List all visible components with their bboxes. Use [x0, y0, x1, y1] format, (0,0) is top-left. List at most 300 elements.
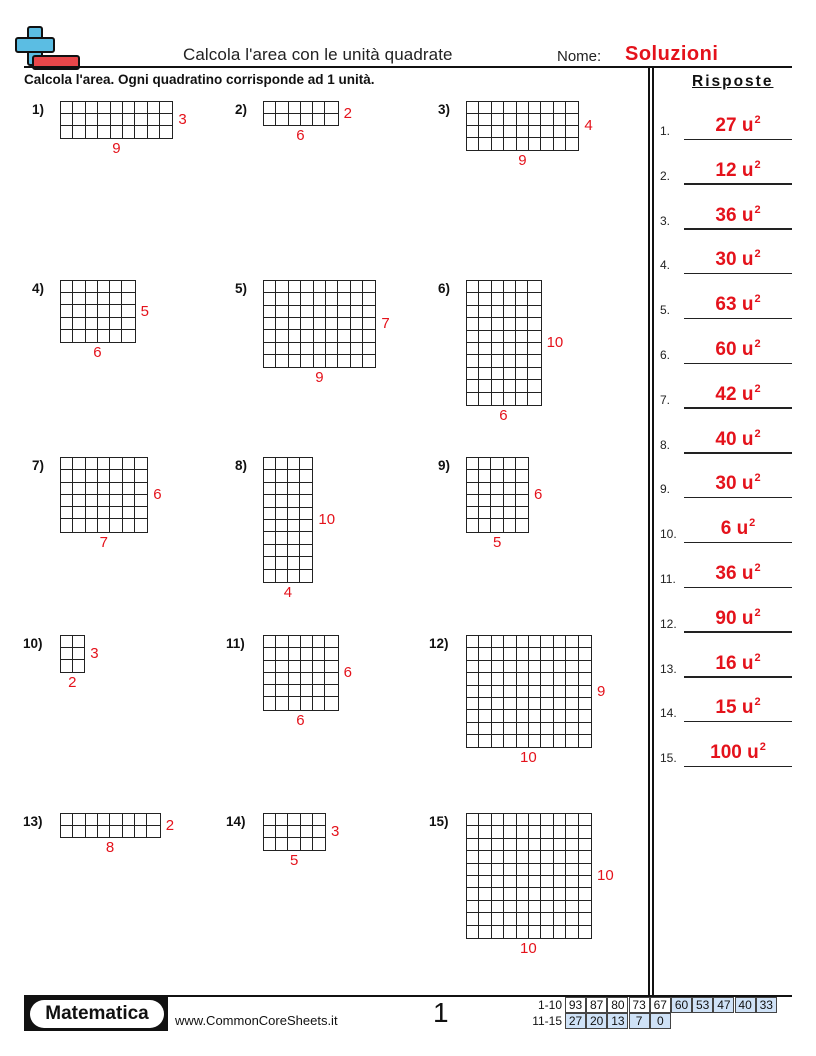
answer-number-value: 40 [715, 428, 742, 450]
unit-square [541, 839, 553, 851]
unit-square [492, 814, 504, 826]
unit-square [276, 636, 288, 648]
unit-square [517, 864, 529, 876]
unit-square-grid [263, 813, 326, 851]
unit-square [147, 826, 159, 838]
unit-square [504, 293, 516, 305]
answer-line [684, 139, 792, 141]
unit-square [301, 685, 313, 697]
unit-square [288, 470, 300, 482]
unit-square [566, 926, 578, 938]
answer-row [660, 155, 792, 185]
unit-square [504, 913, 516, 925]
unit-square [148, 126, 160, 138]
answer-exponent: 2 [754, 651, 761, 664]
unit-square [264, 814, 276, 826]
unit-square [86, 826, 98, 838]
unit-square [467, 281, 479, 293]
unit-square [566, 126, 578, 138]
unit-square [504, 483, 516, 495]
unit-square [98, 318, 110, 330]
width-dimension: 7 [99, 533, 108, 551]
unit-square [122, 293, 134, 305]
score-cell: 20 [586, 1013, 607, 1029]
unit-square [566, 851, 578, 863]
unit-square [492, 839, 504, 851]
unit-square [479, 661, 491, 673]
unit-square [123, 470, 135, 482]
unit-square [276, 532, 288, 544]
unit-square [98, 281, 110, 293]
unit-square [541, 686, 553, 698]
answer-number: 1. [660, 124, 671, 138]
unit-square [264, 102, 276, 114]
unit-square [579, 710, 591, 722]
unit-square [541, 114, 553, 126]
unit-square [479, 114, 491, 126]
unit-square [86, 507, 98, 519]
unit-square [467, 343, 479, 355]
unit-square [479, 318, 491, 330]
unit-square [289, 306, 301, 318]
unit-square [363, 318, 375, 330]
unit-square [147, 814, 159, 826]
answer-number: 2. [660, 168, 671, 183]
answer-number: 5. [660, 303, 671, 318]
score-cell: 60 [671, 997, 692, 1013]
unit-square [554, 661, 566, 673]
unit-square [301, 306, 313, 318]
unit-square [300, 570, 312, 582]
unit-square [579, 876, 591, 888]
unit-square [528, 368, 540, 380]
unit-square [110, 814, 122, 826]
unit-square [554, 138, 566, 150]
unit-square [276, 557, 288, 569]
unit-square [479, 293, 491, 305]
unit-square [276, 102, 288, 114]
unit-square [566, 826, 578, 838]
unit-square [479, 519, 491, 531]
unit-square [122, 318, 134, 330]
height-dimension: 6 [343, 663, 352, 681]
unit-square [264, 685, 276, 697]
unit-square [135, 495, 147, 507]
unit-square [492, 318, 504, 330]
unit-square [479, 876, 491, 888]
answer-unit: u [741, 249, 754, 271]
unit-square [276, 306, 288, 318]
unit-square [122, 330, 134, 342]
unit-square [554, 839, 566, 851]
height-dimension: 6 [534, 485, 543, 503]
unit-square [491, 483, 503, 495]
unit-square-grid [60, 101, 173, 139]
unit-square [492, 380, 504, 392]
answer-number-value: 42 [715, 383, 742, 405]
unit-square [504, 306, 516, 318]
unit-square [479, 888, 491, 900]
unit-square [276, 520, 288, 532]
unit-square [351, 343, 363, 355]
unit-square [73, 126, 85, 138]
unit-square [301, 102, 313, 114]
unit-square [492, 661, 504, 673]
unit-square [148, 114, 160, 126]
unit-square [554, 926, 566, 938]
unit-square [528, 355, 540, 367]
unit-square [351, 306, 363, 318]
unit-square [467, 102, 479, 114]
unit-square [110, 293, 122, 305]
unit-square [86, 305, 98, 317]
unit-square [516, 393, 528, 405]
answer-unit: u [741, 652, 754, 674]
worksheet-title: Calcola l'area con le unità quadrate [183, 45, 453, 64]
unit-square [579, 698, 591, 710]
unit-square [528, 380, 540, 392]
unit-square [566, 864, 578, 876]
unit-square [289, 697, 301, 709]
unit-square [73, 648, 85, 660]
unit-square [73, 826, 85, 838]
unit-square [288, 838, 300, 850]
unit-square [86, 293, 98, 305]
unit-square [98, 102, 110, 114]
score-cell: 53 [692, 997, 713, 1013]
unit-square [363, 355, 375, 367]
unit-square [504, 355, 516, 367]
answer-number: 4. [660, 258, 671, 273]
answer-number: 7. [660, 392, 671, 407]
unit-square [529, 814, 541, 826]
unit-square [110, 318, 122, 330]
unit-square [517, 735, 529, 747]
answer-value [684, 741, 792, 764]
answer-value [684, 428, 792, 451]
unit-square [504, 114, 516, 126]
unit-square [86, 470, 98, 482]
unit-square [479, 723, 491, 735]
unit-square [492, 826, 504, 838]
unit-square [467, 926, 479, 938]
unit-square [363, 281, 375, 293]
name-label: Nome: [557, 48, 602, 65]
unit-square-grid [466, 280, 542, 406]
unit-square [517, 636, 529, 648]
unit-square [264, 557, 276, 569]
unit-square [313, 826, 325, 838]
answer-value [684, 114, 792, 137]
site-url: www.CommonCoreSheets.it [175, 1013, 338, 1028]
answer-number: 8. [660, 437, 671, 452]
unit-square [264, 648, 276, 660]
score-cell: 27 [565, 1013, 586, 1029]
unit-square [492, 735, 504, 747]
answer-line [684, 542, 792, 544]
answer-number-value: 36 [715, 204, 742, 226]
height-dimension: 10 [546, 334, 564, 351]
unit-square [123, 495, 135, 507]
unit-square [504, 380, 516, 392]
unit-square [264, 281, 276, 293]
unit-square [61, 114, 73, 126]
unit-square [110, 507, 122, 519]
unit-square [61, 495, 73, 507]
unit-square [504, 723, 516, 735]
unit-square [467, 661, 479, 673]
height-dimension: 5 [140, 302, 149, 320]
unit-square [86, 483, 98, 495]
unit-square [467, 864, 479, 876]
unit-square [86, 114, 98, 126]
unit-square [541, 138, 553, 150]
problem-label: 14) [226, 814, 246, 829]
unit-square [276, 648, 288, 660]
unit-square [491, 519, 503, 531]
unit-square [566, 686, 578, 698]
unit-square [73, 114, 85, 126]
unit-square [98, 114, 110, 126]
unit-square [492, 636, 504, 648]
unit-square [363, 330, 375, 342]
answer-row [660, 244, 792, 274]
unit-square [467, 114, 479, 126]
unit-square [289, 318, 301, 330]
unit-square [61, 814, 73, 826]
answer-number-value: 27 [715, 115, 742, 136]
unit-square [479, 698, 491, 710]
unit-square [276, 281, 288, 293]
answer-value [684, 383, 792, 406]
unit-square [73, 636, 85, 648]
unit-square [289, 114, 301, 126]
unit-square [300, 545, 312, 557]
height-dimension: 3 [90, 644, 99, 662]
unit-square [264, 838, 276, 850]
problem-label: 10) [23, 636, 43, 651]
answer-number-value: 60 [715, 339, 742, 360]
unit-square [504, 470, 516, 482]
unit-square [566, 888, 578, 900]
answer-row [660, 334, 792, 364]
width-dimension: 9 [518, 152, 527, 170]
answer-exponent: 2 [754, 427, 761, 440]
unit-square [86, 458, 98, 470]
unit-square [492, 876, 504, 888]
answer-value [684, 517, 792, 540]
unit-square [529, 648, 541, 660]
unit-square [516, 495, 528, 507]
answer-unit: u [741, 473, 754, 495]
unit-square [301, 826, 313, 838]
unit-square [313, 673, 325, 685]
score-cell: 87 [586, 997, 607, 1013]
unit-square [467, 648, 479, 660]
unit-square [529, 901, 541, 913]
unit-square [301, 293, 313, 305]
unit-square [479, 343, 491, 355]
unit-square [504, 888, 516, 900]
problem-label: 1) [32, 102, 45, 117]
unit-square [73, 102, 85, 114]
unit-square [554, 636, 566, 648]
unit-square [288, 826, 300, 838]
unit-square [517, 138, 529, 150]
answer-line [684, 721, 792, 723]
answer-number: 12. [660, 616, 677, 631]
unit-square [363, 306, 375, 318]
unit-square [73, 458, 85, 470]
width-dimension: 2 [68, 673, 77, 691]
unit-square [289, 685, 301, 697]
unit-square [313, 838, 325, 850]
unit-square [288, 495, 300, 507]
unit-square [264, 532, 276, 544]
answer-number-value: 36 [715, 563, 742, 584]
unit-square [98, 305, 110, 317]
unit-square [338, 293, 350, 305]
answer-exponent: 2 [754, 472, 761, 485]
unit-square [479, 648, 491, 660]
answer-line [684, 452, 792, 454]
instructions: Calcola l'area. Ogni quadratino corrisponde ad 1 unità. [24, 72, 375, 87]
unit-square [517, 901, 529, 913]
unit-square [529, 735, 541, 747]
unit-square [338, 343, 350, 355]
answer-row [660, 513, 792, 543]
unit-square [528, 306, 540, 318]
unit-square [529, 126, 541, 138]
unit-square [135, 507, 147, 519]
answer-exponent: 2 [749, 517, 756, 530]
unit-square [73, 519, 85, 531]
unit-square [61, 470, 73, 482]
unit-square [276, 458, 288, 470]
unit-square [492, 138, 504, 150]
unit-square [61, 519, 73, 531]
answer-exponent: 2 [754, 382, 761, 395]
unit-square [492, 901, 504, 913]
unit-square [541, 814, 553, 826]
unit-square [300, 483, 312, 495]
unit-square [313, 114, 325, 126]
answer-unit: u [741, 383, 754, 405]
unit-square [301, 330, 313, 342]
unit-square [264, 520, 276, 532]
unit-square [314, 281, 326, 293]
width-dimension: 6 [93, 344, 102, 361]
unit-square [135, 126, 147, 138]
score-cell: 13 [607, 1013, 628, 1029]
unit-square [504, 318, 516, 330]
answer-value [684, 562, 792, 585]
unit-square [479, 686, 491, 698]
answer-unit: u [747, 742, 759, 764]
score-cell: 40 [735, 997, 756, 1013]
unit-square [541, 926, 553, 938]
height-dimension: 9 [597, 682, 606, 700]
unit-square [123, 507, 135, 519]
unit-square [276, 673, 288, 685]
unit-square [479, 281, 491, 293]
unit-square [325, 648, 337, 660]
answer-exponent: 2 [754, 114, 761, 126]
unit-square [529, 839, 541, 851]
unit-square [351, 355, 363, 367]
unit-square [98, 519, 110, 531]
unit-square [579, 888, 591, 900]
unit-square [301, 281, 313, 293]
unit-square [479, 102, 491, 114]
unit-square [289, 355, 301, 367]
problem-label: 4) [32, 281, 45, 296]
unit-square [289, 330, 301, 342]
unit-square [73, 318, 85, 330]
answer-number: 11. [660, 572, 676, 586]
unit-square [351, 318, 363, 330]
unit-square [517, 814, 529, 826]
width-dimension: 5 [493, 533, 502, 551]
unit-square [492, 343, 504, 355]
unit-square [301, 355, 313, 367]
unit-square [160, 126, 172, 138]
unit-square [98, 458, 110, 470]
unit-square [517, 876, 529, 888]
score-cell: 0 [650, 1013, 671, 1029]
unit-square [288, 814, 300, 826]
unit-square [566, 636, 578, 648]
unit-square [276, 293, 288, 305]
answer-number: 9. [660, 482, 671, 497]
unit-square [517, 673, 529, 685]
unit-square [123, 102, 135, 114]
unit-square [276, 495, 288, 507]
unit-square [467, 723, 479, 735]
answer-unit: u [741, 204, 754, 226]
unit-square [566, 735, 578, 747]
unit-square [517, 710, 529, 722]
unit-square [313, 648, 325, 660]
unit-square [554, 876, 566, 888]
unit-square [467, 458, 479, 470]
unit-square [529, 138, 541, 150]
unit-square [61, 305, 73, 317]
width-dimension: 5 [290, 851, 299, 869]
height-dimension: 4 [584, 117, 593, 135]
unit-square [516, 470, 528, 482]
unit-square [351, 281, 363, 293]
unit-square [325, 114, 337, 126]
unit-square [504, 698, 516, 710]
problem-label: 13) [23, 814, 43, 829]
unit-square [467, 380, 479, 392]
unit-square [98, 330, 110, 342]
name-value: Soluzioni [625, 43, 719, 65]
answer-value [684, 607, 792, 630]
unit-square [98, 470, 110, 482]
unit-square [467, 495, 479, 507]
answer-value [684, 159, 792, 182]
unit-square [86, 814, 98, 826]
unit-square [492, 368, 504, 380]
unit-square [516, 507, 528, 519]
unit-square [529, 864, 541, 876]
unit-square [300, 508, 312, 520]
problem-label: 7) [32, 458, 45, 473]
unit-square [541, 698, 553, 710]
unit-square [492, 913, 504, 925]
